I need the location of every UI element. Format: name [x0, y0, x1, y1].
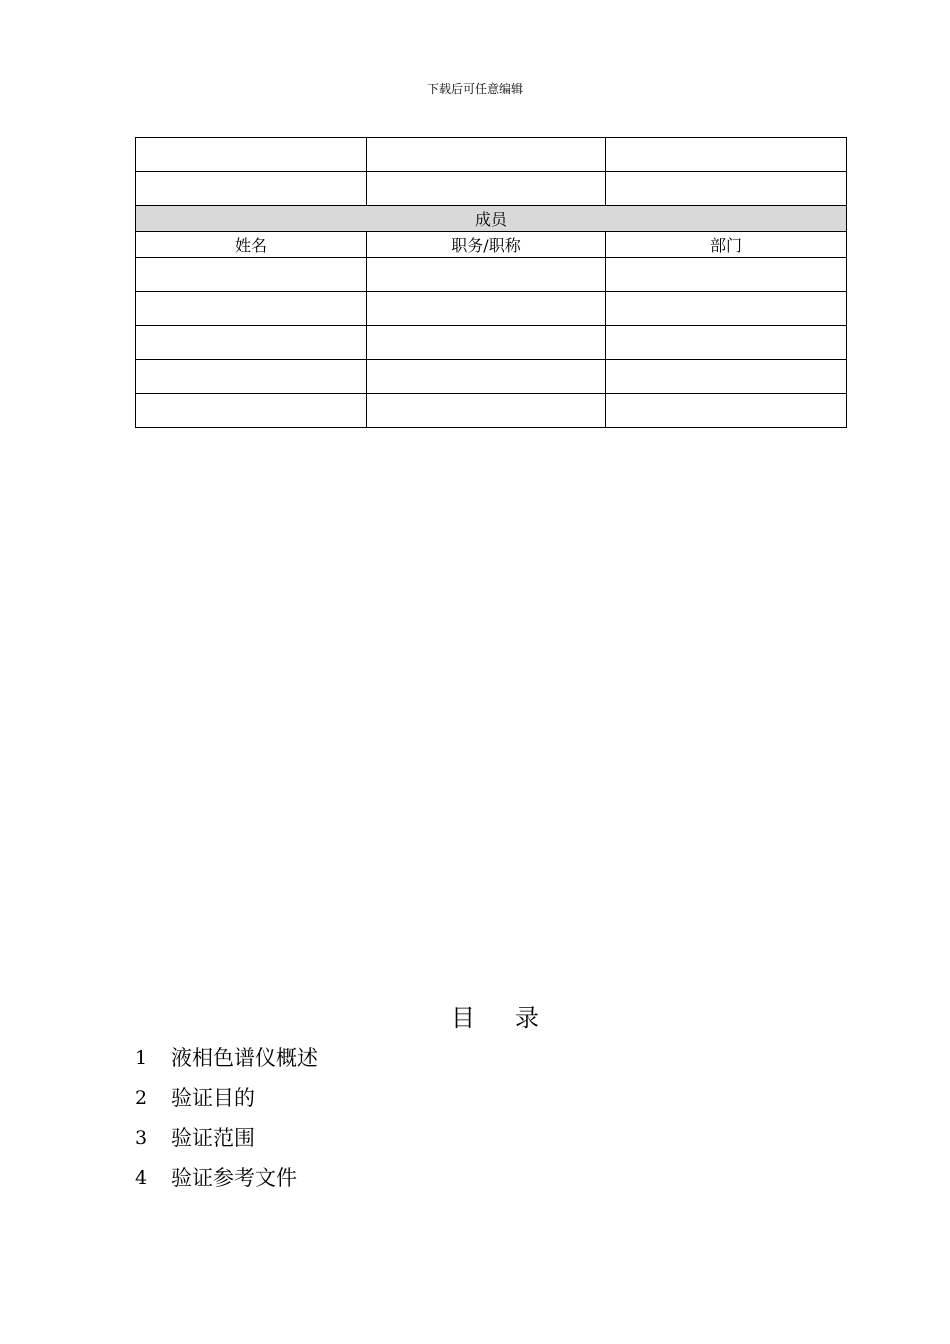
table-cell[interactable] — [367, 360, 606, 394]
table-row — [136, 172, 847, 206]
toc-item-label: 验证参考文件 — [171, 1166, 297, 1190]
member-table — [135, 137, 847, 428]
column-header-row — [136, 232, 847, 258]
table-cell[interactable] — [606, 326, 847, 360]
table-row — [136, 394, 847, 428]
table-cell[interactable] — [136, 394, 367, 428]
toc-item-label: 验证目的 — [171, 1086, 255, 1110]
table-cell[interactable] — [606, 292, 847, 326]
toc-item-number: 4 — [135, 1167, 148, 1189]
toc-title-part1: 目 — [451, 1004, 475, 1032]
table-cell[interactable] — [606, 360, 847, 394]
table-cell[interactable] — [136, 172, 367, 206]
toc-list — [135, 1038, 318, 1198]
section-row — [136, 206, 847, 232]
toc-title — [0, 998, 950, 1033]
table-cell[interactable] — [367, 138, 606, 172]
toc-item-number: 2 — [135, 1087, 148, 1109]
table-cell[interactable] — [367, 326, 606, 360]
toc-item-label: 液相色谱仪概述 — [171, 1046, 318, 1070]
header-note: 下载后可任意编辑 — [426, 82, 523, 96]
toc-item-number: 1 — [135, 1047, 148, 1069]
toc-item-number: 3 — [135, 1127, 148, 1149]
table-cell[interactable] — [367, 292, 606, 326]
column-header-name: 姓名 — [136, 232, 367, 258]
toc-title-part2: 录 — [515, 1004, 539, 1032]
table-row — [136, 138, 847, 172]
table-row — [136, 258, 847, 292]
table-cell[interactable] — [136, 360, 367, 394]
toc-item[interactable] — [135, 1078, 318, 1118]
table-cell[interactable] — [136, 138, 367, 172]
table-cell[interactable] — [606, 138, 847, 172]
toc-item[interactable] — [135, 1118, 318, 1158]
table-row — [136, 360, 847, 394]
toc-item[interactable] — [135, 1038, 318, 1078]
table-cell[interactable] — [367, 258, 606, 292]
table-cell[interactable] — [606, 172, 847, 206]
section-label: 成员 — [136, 206, 847, 232]
table-cell[interactable] — [606, 394, 847, 428]
table-cell[interactable] — [136, 326, 367, 360]
table-cell[interactable] — [606, 258, 847, 292]
table-row — [136, 292, 847, 326]
table-cell[interactable] — [367, 172, 606, 206]
table-cell[interactable] — [367, 394, 606, 428]
table-cell[interactable] — [136, 258, 367, 292]
table-row — [136, 326, 847, 360]
column-header-department: 部门 — [606, 232, 847, 258]
column-header-title: 职务/职称 — [367, 232, 606, 258]
table-cell[interactable] — [136, 292, 367, 326]
toc-item[interactable] — [135, 1158, 318, 1198]
toc-item-label: 验证范围 — [171, 1126, 255, 1150]
